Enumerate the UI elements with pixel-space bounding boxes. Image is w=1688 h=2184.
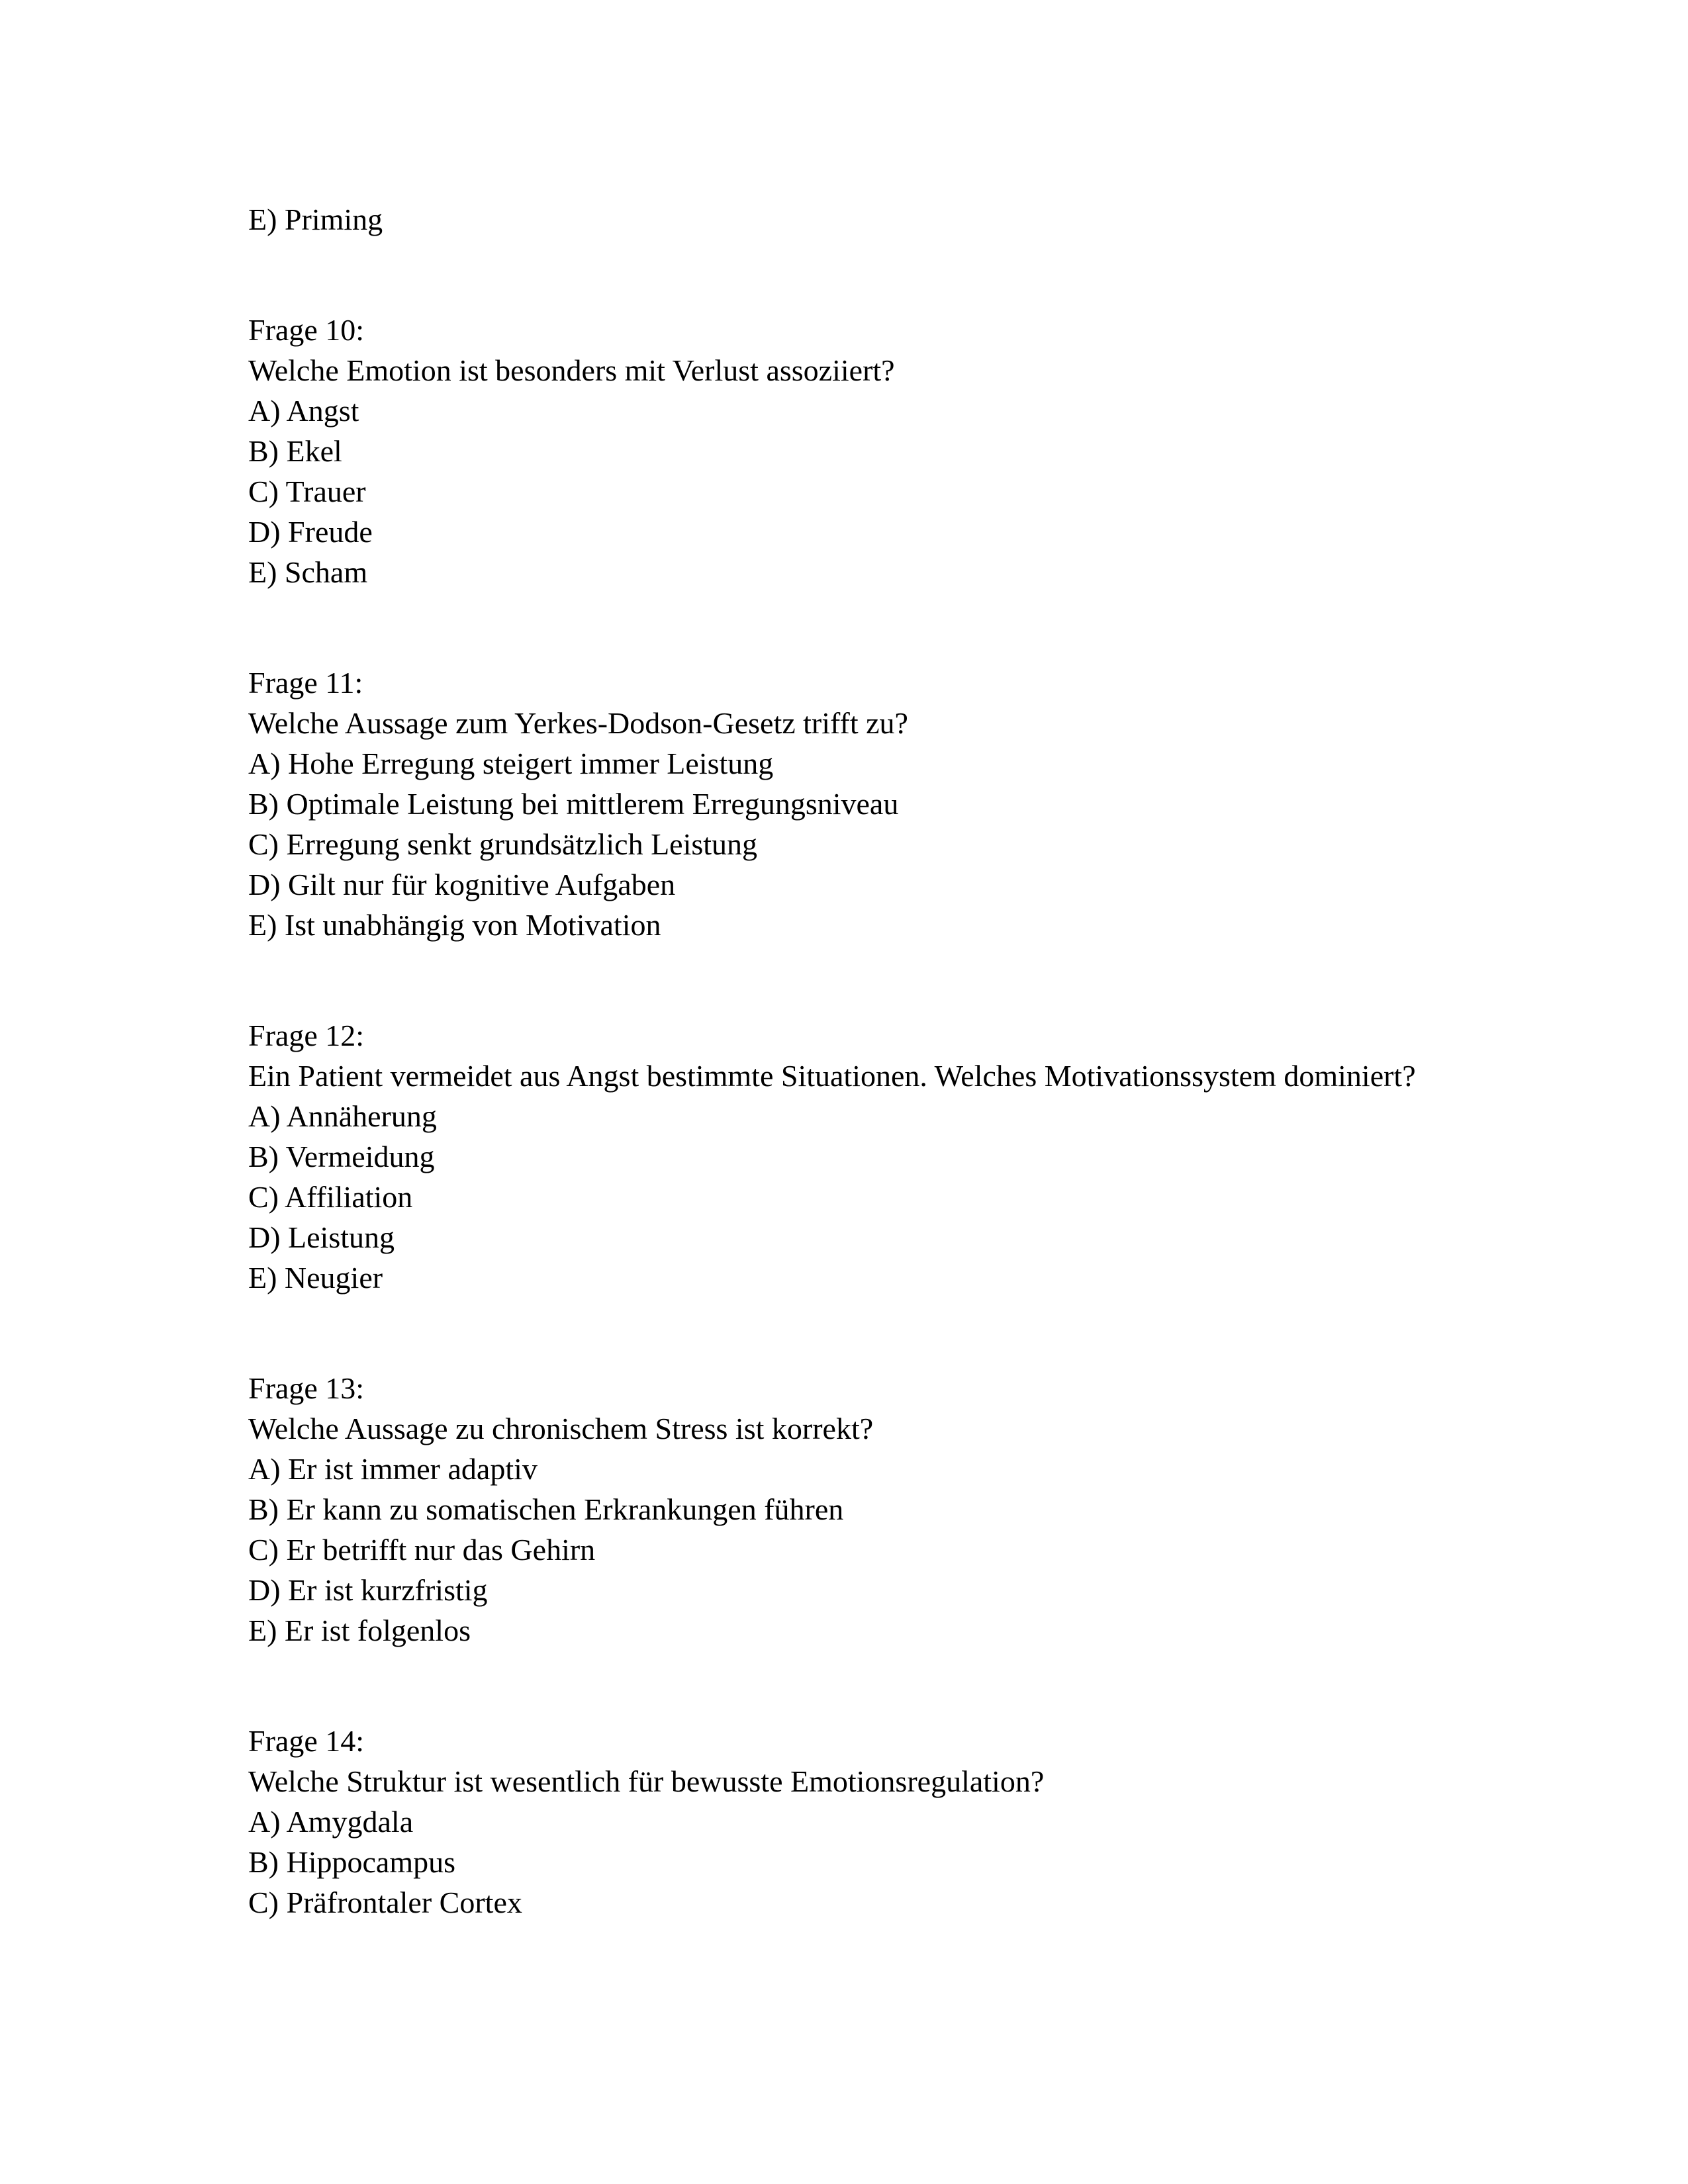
question-10-block — [248, 310, 1440, 592]
question-13-block — [248, 1368, 1440, 1651]
question-13-text: Welche Aussage zu chronischem Stress ist korrekt? — [248, 1412, 874, 1445]
answer-option-a: A) Er ist immer adaptiv — [248, 1452, 538, 1486]
question-9-tail-block — [248, 199, 1440, 240]
question-13-label: Frage 13: — [248, 1371, 365, 1405]
question-12-block — [248, 1015, 1440, 1298]
answer-option-c: C) Er betrifft nur das Gehirn — [248, 1533, 596, 1567]
question-11-text: Welche Aussage zum Yerkes-Dodson-Gesetz trifft zu? — [248, 706, 908, 740]
question-10-text: Welche Emotion ist besonders mit Verlust assoziiert? — [248, 353, 895, 387]
answer-option-b: B) Hippocampus — [248, 1845, 456, 1879]
answer-option-e: E) Ist unabhängig von Motivation — [248, 908, 661, 942]
answer-option-e: E) Er ist folgenlos — [248, 1614, 471, 1647]
question-14-label: Frage 14: — [248, 1724, 365, 1758]
question-10-label: Frage 10: — [248, 313, 365, 347]
answer-option-e: E) Neugier — [248, 1261, 383, 1295]
answer-option-a: A) Amygdala — [248, 1805, 414, 1839]
question-12-text: Ein Patient vermeidet aus Angst bestimmte Situationen. Welches Motivationssystem dominiert? — [248, 1059, 1416, 1093]
answer-option-a: A) Angst — [248, 394, 359, 428]
answer-option-d: D) Er ist kurzfristig — [248, 1573, 488, 1607]
question-11-label: Frage 11: — [248, 666, 363, 700]
answer-option-b: B) Vermeidung — [248, 1140, 435, 1173]
answer-option-b: B) Optimale Leistung bei mittlerem Erregungsniveau — [248, 787, 899, 821]
answer-option-b: B) Er kann zu somatischen Erkrankungen führen — [248, 1492, 844, 1526]
question-14-text: Welche Struktur ist wesentlich für bewusste Emotionsregulation? — [248, 1764, 1045, 1798]
answer-option-b: B) Ekel — [248, 434, 342, 468]
question-12-label: Frage 12: — [248, 1019, 365, 1052]
question-11-block — [248, 662, 1440, 945]
answer-option-e: E) Priming — [248, 203, 383, 236]
answer-option-e: E) Scham — [248, 555, 368, 589]
answer-option-a: A) Hohe Erregung steigert immer Leistung — [248, 747, 774, 780]
answer-option-c: C) Affiliation — [248, 1180, 413, 1214]
answer-option-c: C) Erregung senkt grundsätzlich Leistung — [248, 827, 758, 861]
answer-option-d: D) Freude — [248, 515, 373, 549]
answer-option-c: C) Präfrontaler Cortex — [248, 1886, 522, 1919]
answer-option-c: C) Trauer — [248, 475, 366, 508]
question-14-block — [248, 1721, 1440, 1923]
answer-option-a: A) Annäherung — [248, 1099, 437, 1133]
answer-option-d: D) Gilt nur für kognitive Aufgaben — [248, 868, 676, 901]
answer-option-d: D) Leistung — [248, 1220, 395, 1254]
